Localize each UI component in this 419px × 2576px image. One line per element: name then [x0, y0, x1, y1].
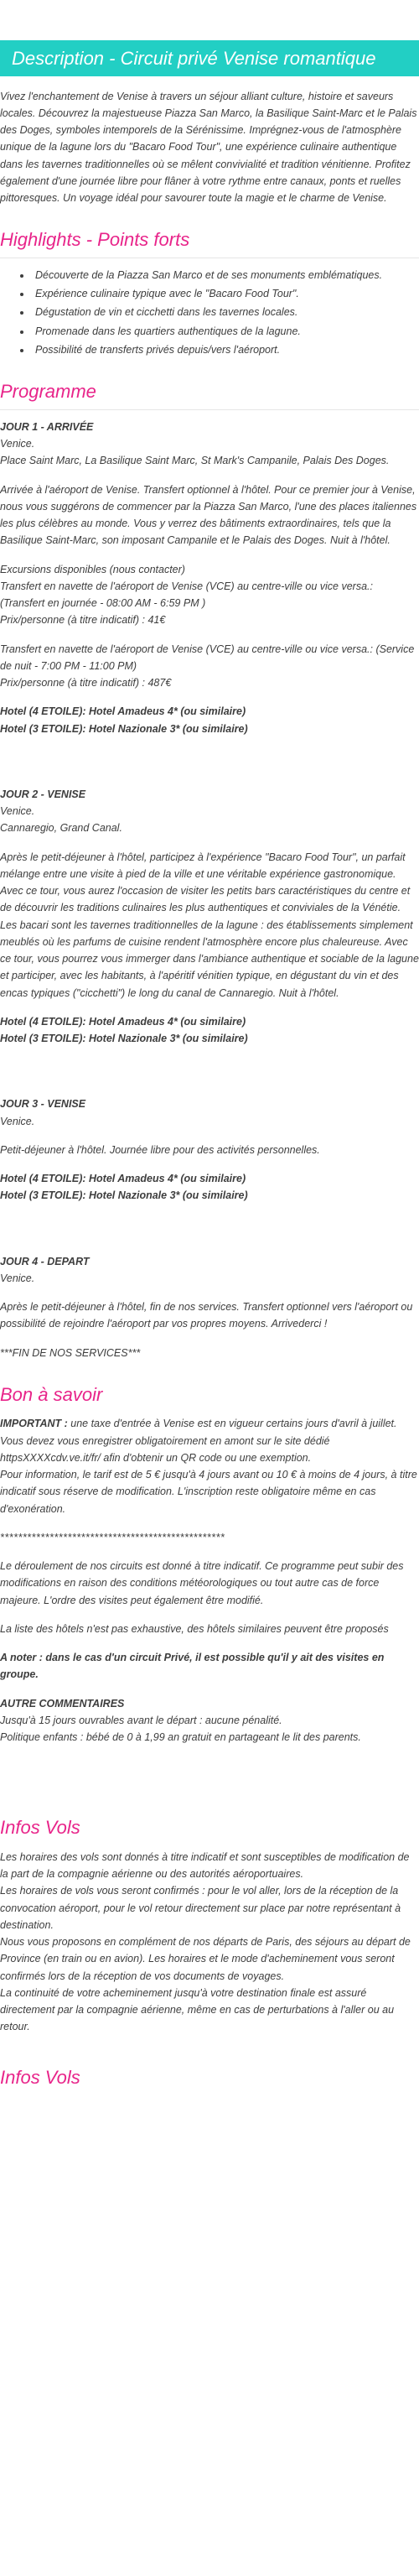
- day-text: Arrivée à l'aéroport de Venise. Transfert optionnel à l'hôtel. Pour ce premier jour à Venise, nous vous suggérons de commencer par la Piazza San Marco, l'une des places italiennes les plus célèbres au monde. Vous y verrez des bâtiments extraordinaires, tels que la Basilique Saint-Marc, son imposant Campanile et le Palais des Doges. Nuit à l'hôtel.: [0, 483, 417, 547]
- excursion-price: Prix/personne (à titre indicatif) : 41€: [0, 614, 166, 627]
- list-item: • Expérience culinaire typique avec le "Bacaro Food Tour".: [32, 285, 419, 302]
- day-places: Place Saint Marc, La Basilique Saint Marc, St Mark's Campanile, Palais Des Doges.: [0, 455, 390, 467]
- excursion-2: [0, 641, 419, 692]
- other-comments-label: AUTRE COMMENTAIRES: [0, 1697, 125, 1710]
- day-city: Venice.: [0, 1115, 35, 1127]
- day-city: Venice.: [0, 805, 35, 818]
- infos-vols-p4: La continuité de votre acheminement jusqu'à votre destination finale est assuré directement par la compagnie aérienne, même en cas de perturbations à l'aller ou au retour.: [0, 1986, 395, 2033]
- excursions: [0, 561, 419, 629]
- hotel-3-star: Hotel (3 ETOILE): Hotel Nazionale 3* (ou similaire): [0, 1033, 248, 1045]
- day-text: Petit-déjeuner à l'hôtel. Journée libre pour des activités personnelles.: [0, 1143, 320, 1156]
- hotels-day-3: [0, 1170, 419, 1205]
- note-text: A noter : dans le cas d'un circuit Privé, il est possible qu'il y ait des visites en groupe.: [0, 1652, 385, 1681]
- excursion-price: Prix/personne (à titre indicatif) : 487€: [0, 677, 172, 690]
- spacer: [0, 1059, 419, 1095]
- highlights-list: [0, 267, 419, 358]
- day-1: [0, 419, 419, 470]
- excursions-label: Excursions disponibles (nous contacter): [0, 563, 185, 575]
- highlights-heading: Highlights - Points forts: [0, 228, 419, 258]
- day-4: [0, 1253, 419, 1288]
- day-city: Venice.: [0, 438, 35, 450]
- content: [0, 88, 419, 2090]
- day-text: Après le petit-déjeuner à l'hôtel, fin de nos services. Transfert optionnel vers l'aéroport ou possibilité de rejoindre l'aéroport par vos propres moyens. Arrivederci !: [0, 1301, 413, 1330]
- page: [0, 40, 419, 2131]
- list-item: • Dégustation de vin et cicchetti dans les tavernes locales.: [32, 304, 419, 320]
- other-comments-line: Jusqu'à 15 jours ouvrables avant le départ : aucune pénalité.: [0, 1714, 282, 1726]
- day-title: JOUR 4 - DEPART: [0, 1255, 90, 1267]
- day-2: [0, 786, 419, 837]
- bon-a-savoir-heading: Bon à savoir: [0, 1383, 103, 1405]
- hotels-day-1: [0, 703, 419, 737]
- day-places: Cannaregio, Grand Canal.: [0, 822, 122, 835]
- hotel-4-star: Hotel (4 ETOILE): Hotel Amadeus 4* (ou similaire): [0, 1173, 246, 1185]
- day-title: JOUR 2 - VENISE: [0, 788, 86, 800]
- infos-vols-p2: Les horaires de vols vous seront confirmés : pour le vol aller, lors de la réception de la convocation aéroport, pour le vol retour directement sur place par notre représentant à destination.: [0, 1885, 401, 1931]
- hotel-3-star: Hotel (3 ETOILE): Hotel Nazionale 3* (ou similaire): [0, 1189, 248, 1202]
- page-title: Description - Circuit privé Venise romantique: [0, 40, 419, 76]
- day-city: Venice.: [0, 1272, 35, 1284]
- hotel-4-star: Hotel (4 ETOILE): Hotel Amadeus 4* (ou similaire): [0, 705, 246, 718]
- important-text: une taxe d'entrée à Venise est en vigueur certains jours d'avril à juillet. Vous devez vous enregistrer obligatoirement en amont sur le site dédié httpsXXXXcdv.ve.it/fr/ afin d'obtenir un QR code ou une exemption.: [0, 1418, 397, 1464]
- programme-heading: Programme: [0, 380, 419, 410]
- spacer: [0, 1216, 419, 1253]
- day-text: Après le petit-déjeuner à l'hôtel, participez à l'expérience "Bacaro Food Tour", un parfait mélange entre une visite à pied de la ville et une véritable expérience gastronomique. Avec ce tour, vous aurez l'occasion de visiter les petits bars caractéristiques du centre et de découvrir les traditions culinaires les plus authentiques et conviviales de la Vénétie. Les bacari sont les tavernes traditionnelles de la lagune : des établissements simplement meublés où les parfums de cuisine rendent l'atmosphère encore plus chaleureuse. Avec ce tour, vous pourrez vous immerger dans l'ambiance authentique et sociable de la lagune et participer, avec les habitants, à l'apéritif vénitien typique, en dégustant du vin et des encas typiques ("cicchetti") le long du canal de Cannaregio. Nuit à l'hôtel.: [0, 851, 419, 999]
- day-title: JOUR 3 - VENISE: [0, 1098, 86, 1111]
- hotel-3-star: Hotel (3 ETOILE): Hotel Nazionale 3* (ou similaire): [0, 722, 248, 735]
- list-item: • Découverte de la Piazza San Marco et de ses monuments emblématiques.: [32, 267, 419, 284]
- day-title: JOUR 1 - ARRIVÉE: [0, 420, 94, 433]
- list-item: • Promenade dans les quartiers authentiques de la lagune.: [32, 323, 419, 340]
- excursion-description: Transfert en navette de l'aéroport de Venise (VCE) au centre-ville ou vice versa.: (Transfert en journée - 08:00 AM - 6:59 PM ): [0, 580, 373, 610]
- excursion-description: Transfert en navette de l'aéroport de Venise (VCE) au centre-ville ou vice versa.: (Service de nuit - 7:00 PM - 11:00 PM): [0, 643, 415, 672]
- infos-vols-p1: Les horaires des vols sont donnés à titre indicatif et sont susceptibles de modification de la part de la compagnie aérienne ou des autorités aéroportuaires.: [0, 1850, 410, 1881]
- day-3: [0, 1095, 419, 1130]
- info-text: Pour information, le tarif est de 5 € jusqu'à 4 jours avant ou 10 € à moins de 4 jours, à titre indicatif sous réserve de modification. L'inscription reste obligatoire même en cas d'exonération.: [0, 1469, 417, 1515]
- end-of-services: ***FIN DE NOS SERVICES***: [0, 1346, 141, 1359]
- spacer: [0, 749, 419, 786]
- infos-vols-text: [0, 1849, 419, 2036]
- infos-vols-heading: Infos Vols: [0, 1817, 80, 1839]
- important-notice: [0, 1415, 419, 1517]
- deroulement-text: Le déroulement de nos circuits est donné à titre indicatif. Ce programme peut subir des modifications en raison des conditions météorologiques ou tout autre cas de force majeure. L'ordre des visites peut également être modifié.: [0, 1560, 404, 1606]
- other-comments-line: Politique enfants : bébé de 0 à 1,99 an gratuit en partageant le lit des parents.: [0, 1731, 361, 1744]
- hotel-4-star: Hotel (4 ETOILE): Hotel Amadeus 4* (ou similaire): [0, 1015, 246, 1028]
- list-item: • Possibilité de transferts privés depuis/vers l'aéroport.: [32, 341, 419, 358]
- other-comments: [0, 1695, 419, 1746]
- infos-vols-heading-2: Infos Vols: [0, 2066, 80, 2088]
- important-label: IMPORTANT :: [0, 1418, 68, 1430]
- stars-divider: **************************************************: [0, 1531, 225, 1543]
- hotels-day-2: [0, 1013, 419, 1048]
- hotels-list-text: La liste des hôtels n'est pas exhaustive, des hôtels similaires peuvent être proposés: [0, 1622, 389, 1635]
- description-text: Vivez l'enchantement de Venise à travers un séjour alliant culture, histoire et saveurs locales. Découvrez la majestueuse Piazza San Marco, la Basilique Saint-Marc et le Palais des Doges, symboles intemporels de la Sérénissime. Imprégnez-vous de l'atmosphère unique de la lagune lors du "Bacaro Food Tour", une expérience culinaire authentique dans les tavernes traditionnelles où se mêlent convivialité et tradition vénitienne. Profitez également d'une journée libre pour flâner à votre rythme entre canaux, ponts et ruelles pittoresques. Un voyage idéal pour savourer toute la magie et le charme de Venise.: [0, 90, 417, 205]
- infos-vols-p3: Nous vous proposons en complément de nos départs de Paris, des séjours au départ de Province (en train ou en avion). Les horaires et le mode d'acheminement vous seront confirmés lors de la réception de vos documents de voyages.: [0, 1936, 411, 1982]
